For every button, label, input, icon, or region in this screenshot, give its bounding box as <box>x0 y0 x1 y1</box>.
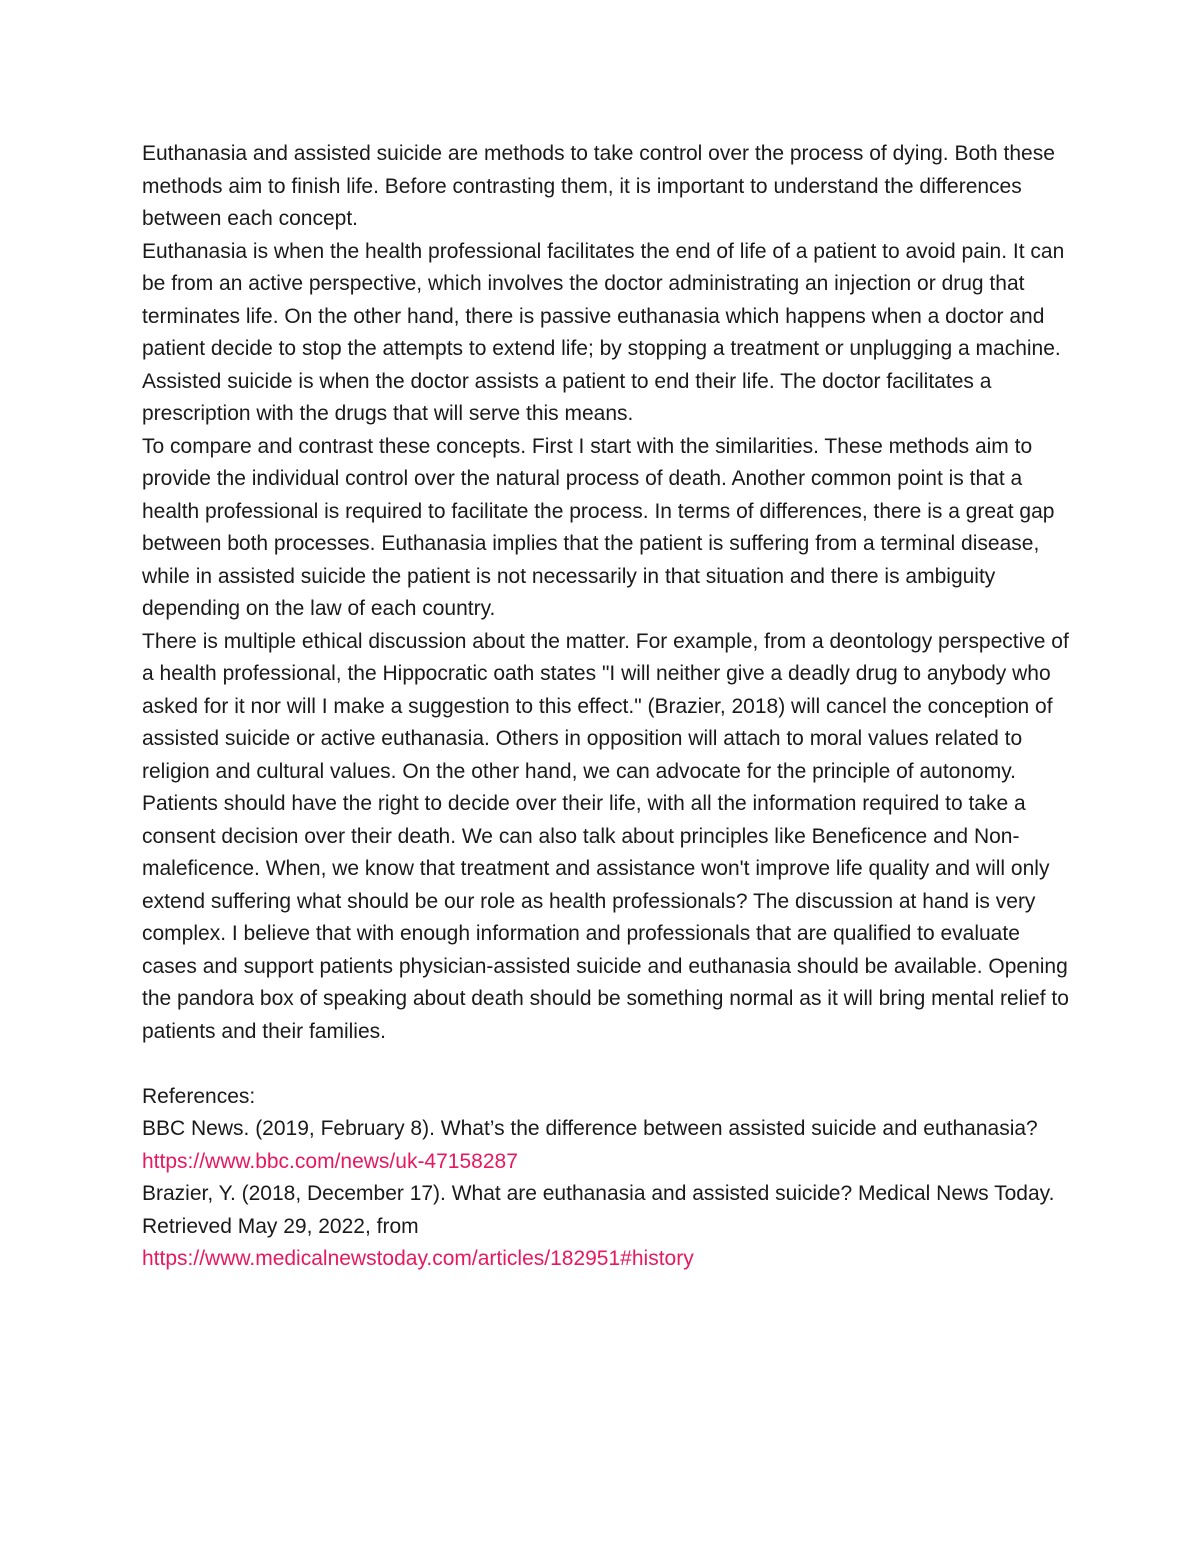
reference-link-bbc[interactable]: https://www.bbc.com/news/uk-47158287 <box>142 1149 518 1173</box>
paragraph-assisted-suicide-definition: Assisted suicide is when the doctor assists a patient to end their life. The doctor facilitates a prescription with the drugs that will serve this means. <box>142 369 992 425</box>
paragraph-euthanasia-definition: Euthanasia is when the health professional facilitates the end of life of a patient to avoid pain. It can be from an active perspective, which involves the doctor administrating an injection or drug that terminates life. On the other hand, there is passive euthanasia which happens when a doctor and patient decide to stop the attempts to extend life; by stopping a treatment or unplugging a machine. <box>142 239 1065 360</box>
reference-link-medicalnewstoday[interactable]: https://www.medicalnewstoday.com/articles/182951#history <box>142 1247 694 1270</box>
paragraph-ethical-discussion: There is multiple ethical discussion about the matter. For example, from a deontology perspective of a health professional, the Hippocratic oath states "I will neither give a deadly drug to anybody who asked for it nor will I make a suggestion to this effect." (Brazier, 2018) will cancel the conception of assisted suicide or active euthanasia. Others in opposition will attach to moral values related to religion and cultural values. On the other hand, we can advocate for the principle of autonomy. Patients should have the right to decide over their life, with all the information required to take a consent decision over their death. We can also talk about principles like Beneficence and Non-maleficence. When, we know that treatment and assistance won't improve life quality and will only extend suffering what should be our role as health professionals? The discussion at hand is very complex. I believe that with enough information and professionals that are qualified to evaluate cases and support patients physician-assisted suicide and euthanasia should be available. Opening the pandora box of speaking about death should be something normal as it will bring mental relief to patients and their families. <box>142 629 1069 1043</box>
paragraph-intro: Euthanasia and assisted suicide are methods to take control over the process of dying. Both these methods aim to finish life. Before contrasting them, it is important to understand the differences between each concept. <box>142 142 1055 230</box>
document-page <box>142 138 1072 1276</box>
section-spacer <box>142 1048 1072 1081</box>
reference-item-brazier <box>142 1178 1072 1276</box>
reference-text: Brazier, Y. (2018, December 17). What are euthanasia and assisted suicide? Medical News Today. Retrieved May 29, 2022, from <box>142 1182 1055 1238</box>
reference-text: BBC News. (2019, February 8). What’s the difference between assisted suicide and euthanasia? <box>142 1117 1038 1140</box>
paragraph-compare-contrast: To compare and contrast these concepts. First I start with the similarities. These methods aim to provide the individual control over the natural process of death. Another common point is that a health professional is required to facilitate the process. In terms of differences, there is a great gap between both processes. Euthanasia implies that the patient is suffering from a terminal disease, while in assisted suicide the patient is not necessarily in that situation and there is ambiguity depending on the law of each country. <box>142 434 1055 620</box>
reference-item-bbc <box>142 1113 1072 1178</box>
references-heading: References: <box>142 1084 256 1108</box>
